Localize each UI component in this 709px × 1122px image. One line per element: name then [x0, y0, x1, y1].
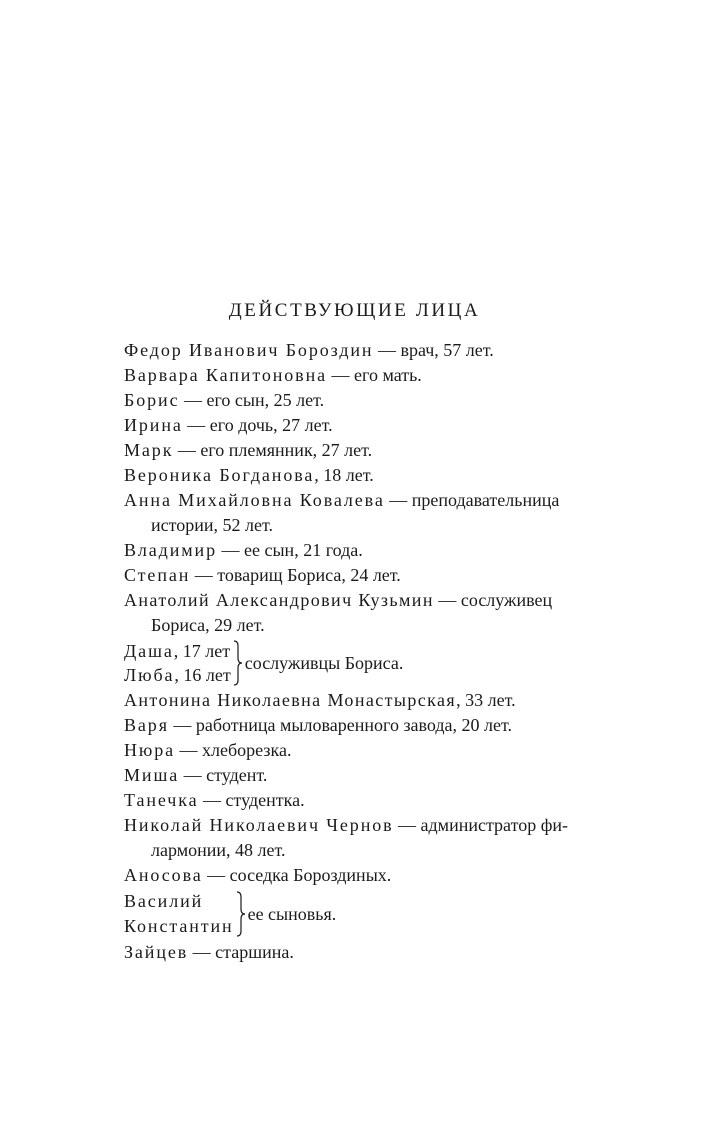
cast-entry: [124, 463, 629, 488]
character-desc: , 17 лет: [173, 641, 231, 661]
character-desc: — его племянник, 27 лет.: [173, 440, 373, 460]
character-name: Константин: [124, 916, 234, 936]
cast-entry: [124, 863, 629, 888]
cast-entry: [124, 538, 629, 563]
cast-entry-continuation: лармонии, 48 лет.: [151, 840, 286, 860]
character-name: Нюра: [124, 740, 176, 760]
character-desc: — товарищ Бориса, 24 лет.: [190, 565, 401, 585]
character-name: Владимир: [124, 540, 217, 560]
group-label: ее сыновья.: [247, 903, 337, 924]
character-name: Танечка: [124, 790, 199, 810]
cast-entry: [124, 688, 629, 713]
character-name: Миша: [124, 765, 180, 785]
cast-entry: [124, 763, 629, 788]
character-desc: , 18 лет.: [314, 465, 374, 485]
sons-group: [124, 889, 629, 939]
character-name: Антонина Николаевна Монастырская: [124, 690, 457, 710]
cast-heading: ДЕЙСТВУЮЩИЕ ЛИЦА: [228, 300, 481, 321]
cast-list: [124, 338, 629, 965]
brace-icon: [236, 891, 246, 937]
group-label: сослуживцы Бориса.: [244, 652, 404, 673]
cast-entry: [124, 388, 629, 413]
character-desc: — студентка.: [198, 790, 305, 810]
character-desc: — его сын, 25 лет.: [179, 390, 325, 410]
character-name: Люба: [124, 665, 175, 685]
character-name: Варя: [124, 715, 169, 735]
cast-entry: [124, 889, 234, 914]
character-name: Василий: [124, 891, 204, 911]
cast-entry: [124, 663, 231, 687]
group-names: [124, 889, 234, 939]
character-desc: — сослуживец: [433, 590, 553, 610]
cast-entry: [124, 588, 629, 613]
character-name: Федор Иванович Бороздин: [124, 340, 374, 360]
cast-entry: [124, 563, 629, 588]
cast-entry: [124, 738, 629, 763]
character-desc: — преподавательница: [384, 490, 560, 510]
character-name: Даша: [124, 641, 174, 661]
cast-entry: [124, 639, 231, 663]
character-desc: — соседка Бороздиных.: [202, 865, 392, 885]
character-desc: — врач, 57 лет.: [373, 340, 494, 360]
character-desc: — старшина.: [188, 942, 294, 962]
character-name: Аносова: [124, 865, 203, 885]
character-name: Анатолий Александрович Кузьмин: [124, 590, 434, 610]
group-names: [124, 639, 231, 687]
character-name: Варвара Капитоновна: [124, 365, 328, 385]
character-desc: — работница мыловаренного завода, 20 лет.: [168, 715, 513, 735]
character-name: Николай Николаевич Чернов: [124, 815, 394, 835]
colleagues-group: [124, 639, 629, 687]
cast-entry-continuation: истории, 52 лет.: [151, 515, 274, 535]
cast-entry: [124, 940, 629, 965]
cast-entry: [124, 438, 629, 463]
character-name: Зайцев: [124, 942, 189, 962]
character-desc: — его дочь, 27 лет.: [182, 415, 333, 435]
character-name: Степан: [124, 565, 191, 585]
cast-entry: [124, 413, 629, 438]
character-name: Анна Михайловна Ковалева: [124, 490, 385, 510]
character-desc: — его мать.: [327, 365, 422, 385]
character-desc: — хлеборезка.: [175, 740, 292, 760]
cast-entry: [124, 788, 629, 813]
character-desc: , 33 лет.: [456, 690, 516, 710]
character-name: Борис: [124, 390, 180, 410]
cast-entry: [124, 813, 629, 838]
character-desc: — ее сын, 21 года.: [217, 540, 363, 560]
character-desc: — студент.: [179, 765, 268, 785]
cast-entry: [124, 914, 234, 939]
character-name: Марк: [124, 440, 174, 460]
character-desc: — администратор фи-: [393, 815, 568, 835]
cast-entry-continuation: Бориса, 29 лет.: [151, 615, 265, 635]
cast-entry: [124, 363, 629, 388]
character-desc: , 16 лет: [174, 665, 231, 685]
cast-entry: [124, 338, 629, 363]
character-name: Вероника Богданова: [124, 465, 315, 485]
brace-icon: [233, 640, 243, 686]
cast-entry: [124, 488, 629, 513]
cast-entry: [124, 713, 629, 738]
character-name: Ирина: [124, 415, 183, 435]
